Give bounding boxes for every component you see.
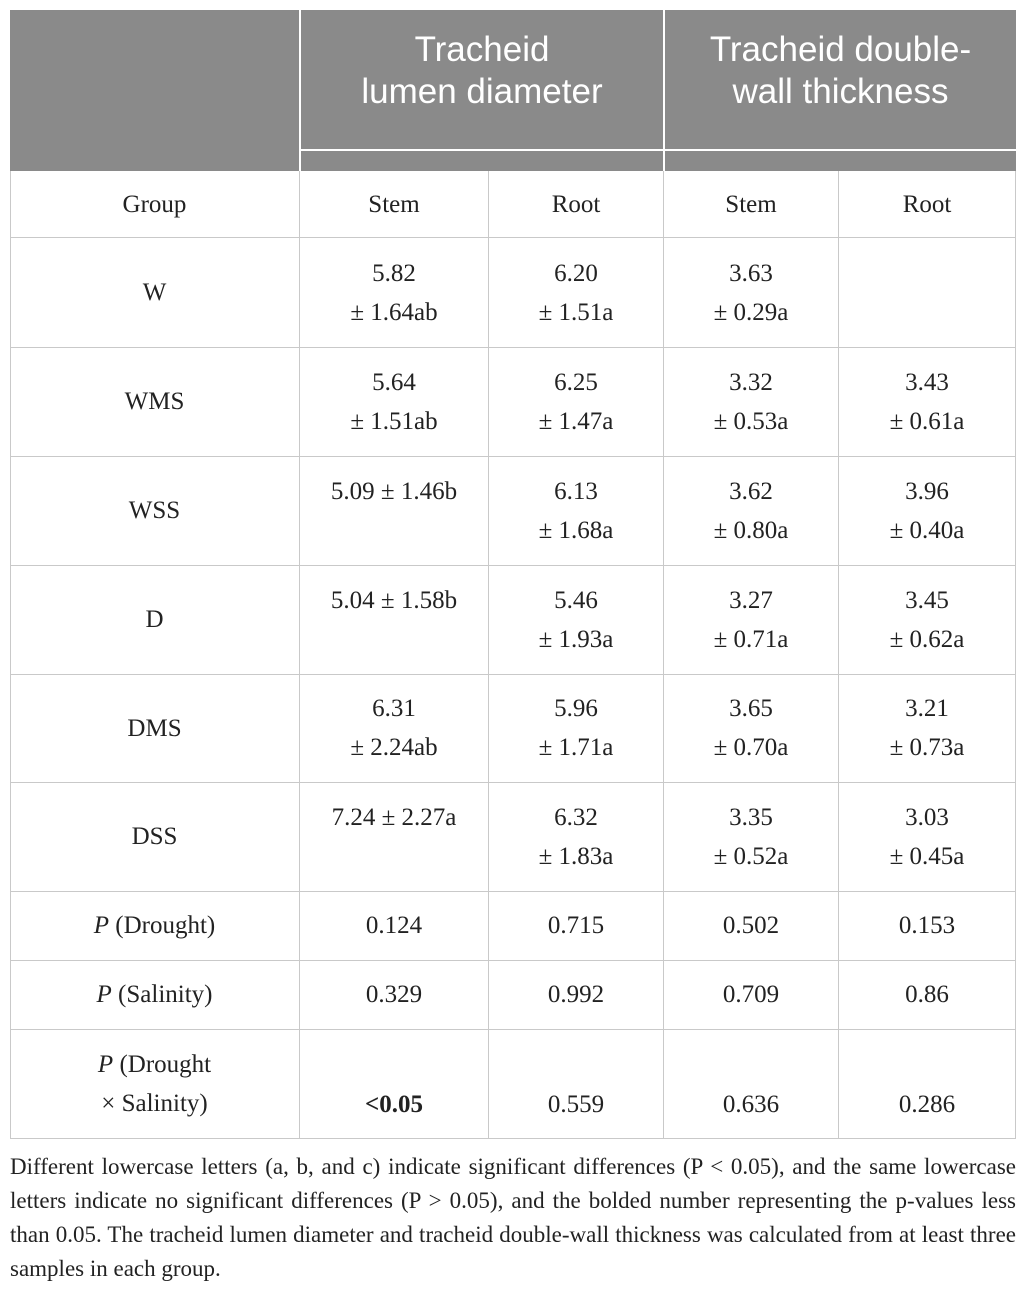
column-header-root: Root	[902, 191, 952, 218]
p-label: (Drought × Salinity)	[101, 1051, 212, 1117]
table-cell: 0.286	[898, 1091, 956, 1118]
table-cell: 3.32 ± 0.53a	[713, 369, 789, 435]
table-cell: 0.715	[547, 912, 605, 939]
table-cell-significant: <0.05	[365, 1091, 423, 1118]
grid-line	[10, 782, 1016, 783]
grid-line	[10, 891, 1016, 892]
column-header-stem: Stem	[368, 191, 420, 218]
row-label: WMS	[124, 388, 185, 415]
grid-line	[10, 565, 1016, 566]
table-cell: 6.31 ± 2.24ab	[350, 695, 438, 761]
header-tracheid-lumen-diameter: Tracheid lumen diameter	[361, 30, 603, 111]
table-cell: 0.992	[547, 981, 605, 1008]
grid-line	[10, 1029, 1016, 1030]
table-cell: 6.25 ± 1.47a	[538, 369, 614, 435]
table-cell: 6.32 ± 1.83a	[538, 804, 614, 870]
data-table	[10, 10, 1016, 1139]
row-label: DMS	[127, 715, 182, 742]
table-cell: 3.65 ± 0.70a	[713, 695, 789, 761]
column-header-stem: Stem	[725, 191, 777, 218]
grid-line	[10, 1138, 1016, 1139]
table-cell: 3.63 ± 0.29a	[713, 260, 789, 326]
header-tracheid-double-wall-thickness: Tracheid double- wall thickness	[709, 30, 972, 111]
grid-line	[10, 674, 1016, 675]
p-symbol: P	[96, 981, 112, 1008]
table-cell: 0.502	[722, 912, 780, 939]
table-cell: 3.45 ± 0.62a	[889, 587, 965, 653]
table-cell: 0.709	[722, 981, 780, 1008]
p-symbol: P	[97, 1051, 114, 1078]
p-label: (Drought)	[109, 912, 216, 939]
row-label: WSS	[128, 497, 181, 524]
table-cell: 5.09 ± 1.46b	[330, 478, 458, 505]
row-label: W	[142, 279, 167, 306]
row-label-p-drought	[10, 906, 299, 945]
grid-line	[10, 456, 1016, 457]
table-cell: 3.62 ± 0.80a	[713, 478, 789, 544]
table-cell: 0.636	[722, 1091, 780, 1118]
table-cell: 0.86	[905, 981, 949, 1008]
table-cell: 0.153	[898, 912, 956, 939]
table-cell: 7.24 ± 2.27a	[331, 804, 457, 831]
grid-line	[1015, 171, 1016, 1139]
row-label: D	[145, 606, 164, 633]
table-cell: 3.27 ± 0.71a	[713, 587, 789, 653]
table-cell: 0.329	[365, 981, 423, 1008]
table-cell: 6.20 ± 1.51a	[538, 260, 614, 326]
table-cell: 5.82 ± 1.64ab	[350, 260, 438, 326]
table-cell: 6.13 ± 1.68a	[538, 478, 614, 544]
p-symbol: P	[93, 912, 110, 939]
table-cell: 5.96 ± 1.71a	[538, 695, 614, 761]
grid-line	[10, 347, 1016, 348]
column-header-group: Group	[122, 191, 187, 218]
table-cell: 3.03 ± 0.45a	[889, 804, 965, 870]
table-cell: 3.35 ± 0.52a	[713, 804, 789, 870]
table-cell: 3.21 ± 0.73a	[889, 695, 965, 761]
table-cell: 3.43 ± 0.61a	[889, 369, 965, 435]
p-label: (Salinity)	[111, 981, 213, 1008]
table-cell: 0.559	[547, 1091, 605, 1118]
row-label: DSS	[131, 823, 178, 850]
table-cell: 0.124	[365, 912, 423, 939]
grid-line	[10, 960, 1016, 961]
table-cell: 3.96 ± 0.40a	[889, 478, 965, 544]
header-underline	[300, 149, 1016, 151]
row-label-p-salinity	[10, 975, 299, 1014]
table-cell: 5.46 ± 1.93a	[538, 587, 614, 653]
row-label-p-interaction	[10, 1045, 299, 1123]
grid-line	[10, 237, 1016, 238]
table-footnote: Different lowercase letters (a, b, and c) indicate significant differences (P < 0.05), and the same lowercase letters indicate no significant differences (P > 0.05), and the bolded number representing the p-values less than 0.05. The tracheid lumen diameter and tracheid double-wall thickness was calculated from at least three samples in each group.	[10, 1154, 1016, 1281]
column-header-root: Root	[551, 191, 601, 218]
table-cell: 5.04 ± 1.58b	[330, 587, 458, 614]
table-cell: 5.64 ± 1.51ab	[350, 369, 438, 435]
